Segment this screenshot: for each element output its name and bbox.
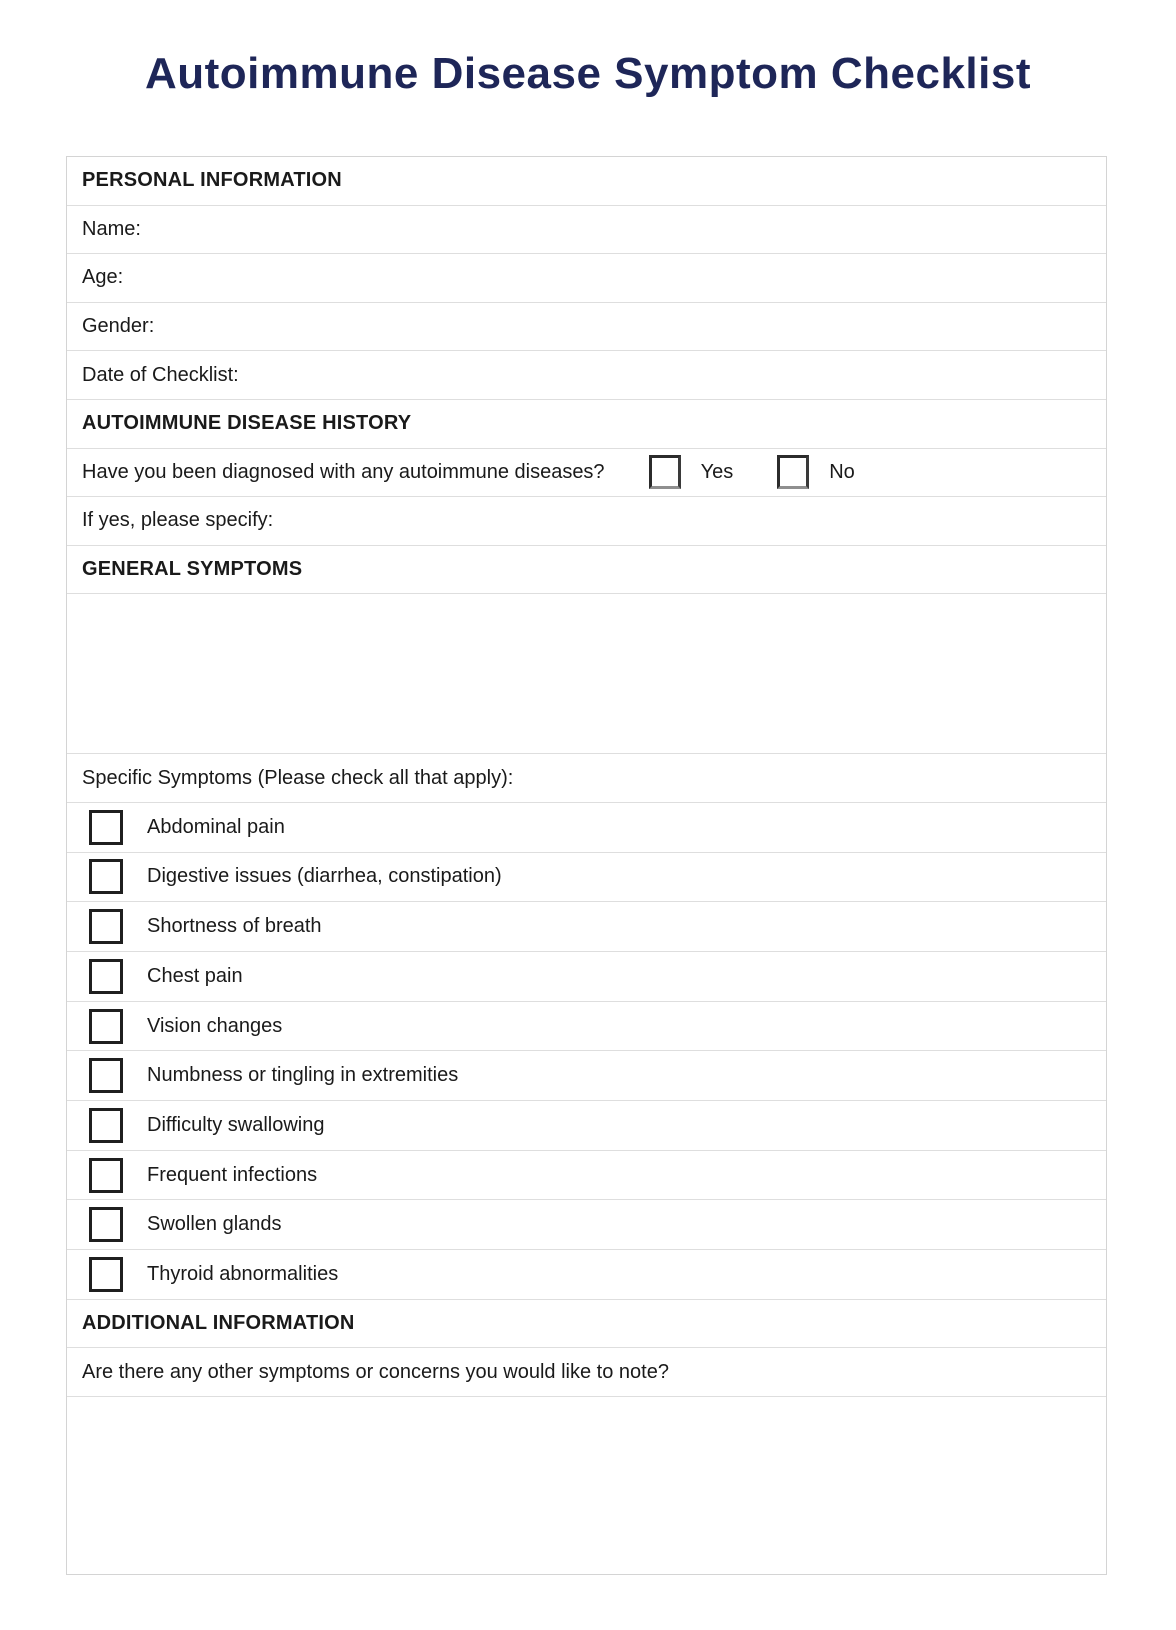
row-other-symptoms-question — [67, 1348, 1106, 1397]
row-general-symptoms-write-in — [67, 594, 1106, 754]
additional-information-header-label: ADDITIONAL INFORMATION — [82, 1312, 355, 1335]
row-digestive-issues — [67, 853, 1106, 903]
form-table — [66, 156, 1107, 1575]
checkbox-icon-digestive-issues[interactable] — [89, 859, 123, 894]
thyroid-abnormalities-label: Thyroid abnormalities — [147, 1262, 339, 1285]
frequent-infections-label: Frequent infections — [147, 1163, 318, 1186]
digestive-issues-label: Digestive issues (diarrhea, constipation) — [147, 865, 502, 888]
diagnosed-question-label: Have you been diagnosed with any autoimmune diseases? — [82, 460, 605, 483]
checkbox-icon-numbness-or-tingling[interactable] — [89, 1058, 123, 1093]
row-vision-changes — [67, 1002, 1106, 1052]
age-field-label: Age: — [82, 266, 124, 289]
checkbox-icon-vision-changes[interactable] — [89, 1009, 123, 1044]
row-personal-information-header — [67, 157, 1106, 206]
row-name-field — [67, 206, 1106, 255]
checkbox-icon-frequent-infections[interactable] — [89, 1158, 123, 1193]
row-additional-information-header — [67, 1300, 1106, 1349]
row-specific-symptoms-label — [67, 754, 1106, 803]
row-date-of-checklist-field — [67, 351, 1106, 400]
checkbox-icon-thyroid-abnormalities[interactable] — [89, 1257, 123, 1292]
date-of-checklist-field-label: Date of Checklist: — [82, 363, 239, 386]
name-field-label: Name: — [82, 217, 141, 240]
row-additional-notes-write-in — [67, 1397, 1106, 1574]
difficulty-swallowing-label: Difficulty swallowing — [147, 1113, 325, 1136]
row-swollen-glands — [67, 1200, 1106, 1250]
autoimmune-disease-history-header-label: AUTOIMMUNE DISEASE HISTORY — [82, 412, 412, 435]
row-diagnosed-question — [67, 449, 1106, 498]
chest-pain-label: Chest pain — [147, 964, 243, 987]
vision-changes-label: Vision changes — [147, 1014, 283, 1037]
personal-information-header-label: PERSONAL INFORMATION — [82, 169, 342, 192]
row-chest-pain — [67, 952, 1106, 1002]
row-thyroid-abnormalities — [67, 1250, 1106, 1300]
other-symptoms-question-label: Are there any other symptoms or concerns you would like to note? — [82, 1360, 669, 1383]
row-age-field — [67, 254, 1106, 303]
checkbox-icon-difficulty-swallowing[interactable] — [89, 1108, 123, 1143]
row-numbness-or-tingling — [67, 1051, 1106, 1101]
general-symptoms-header-label: GENERAL SYMPTOMS — [82, 558, 303, 581]
checkbox-icon-diagnosed-question-yes[interactable] — [649, 455, 681, 489]
row-frequent-infections — [67, 1151, 1106, 1201]
checkbox-icon-diagnosed-question-no[interactable] — [777, 455, 809, 489]
diagnosed-question-no-label: No — [829, 460, 855, 483]
specific-symptoms-label-label: Specific Symptoms (Please check all that apply): — [82, 766, 514, 789]
swollen-glands-label: Swollen glands — [147, 1213, 282, 1236]
row-autoimmune-disease-history-header — [67, 400, 1106, 449]
diagnosed-question-yes-label: Yes — [700, 460, 734, 483]
shortness-of-breath-label: Shortness of breath — [147, 915, 322, 938]
numbness-or-tingling-label: Numbness or tingling in extremities — [147, 1064, 459, 1087]
checkbox-icon-abdominal-pain[interactable] — [89, 810, 123, 845]
checkbox-icon-swollen-glands[interactable] — [89, 1207, 123, 1242]
page-title: Autoimmune Disease Symptom Checklist — [144, 49, 1031, 98]
row-if-yes-specify-field — [67, 497, 1106, 546]
row-gender-field — [67, 303, 1106, 352]
row-shortness-of-breath — [67, 902, 1106, 952]
gender-field-label: Gender: — [82, 315, 155, 338]
abdominal-pain-label: Abdominal pain — [147, 815, 285, 838]
row-general-symptoms-header — [67, 546, 1106, 595]
if-yes-specify-field-label: If yes, please specify: — [82, 509, 274, 532]
document-page — [0, 49, 1176, 1575]
row-difficulty-swallowing — [67, 1101, 1106, 1151]
row-abdominal-pain — [67, 803, 1106, 853]
checkbox-icon-shortness-of-breath[interactable] — [89, 909, 123, 944]
checkbox-icon-chest-pain[interactable] — [89, 959, 123, 994]
